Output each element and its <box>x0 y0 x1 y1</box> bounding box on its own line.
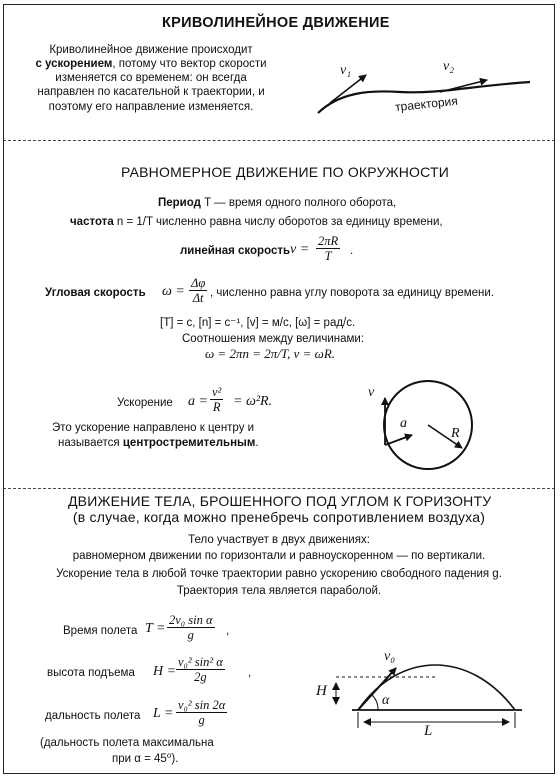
formula-acceleration-lhs: a = <box>188 394 208 409</box>
formula-relations: ω = 2πn = 2π/T, v = ωR. <box>205 346 336 361</box>
punct: , <box>248 667 252 679</box>
formula-acceleration-rhs: = ω²R. <box>233 394 273 409</box>
formula-angular-speed-lhs: ω = <box>162 284 185 299</box>
formula-linear-speed-lhs: v = <box>290 242 310 257</box>
text-units: [T] = с, [n] = с⁻¹, [v] = м/с, [ω] = рад/с. <box>160 317 356 329</box>
text-range-label: дальность полета <box>45 710 141 722</box>
section-subtitle-projectile: (в случае, когда можно пренебречь сопротивлением воздуха) <box>72 509 486 525</box>
text-acceleration-note: Это ускорение направлено к центру и <box>52 422 255 434</box>
text-line: с ускорением, потому что вектор скорости <box>35 58 267 70</box>
label-v0: v₀ <box>384 649 396 664</box>
formula-flight-time-lhs: T = <box>145 621 166 636</box>
text-line: поэтому его направление изменяется. <box>48 101 254 113</box>
text-line: равномерном движении по горизонтали и равноускоренном — по вертикали. <box>72 550 486 562</box>
text-line: Криволинейное движение происходит <box>49 44 253 56</box>
section-title-projectile: ДВИЖЕНИЕ ТЕЛА, БРОШЕННОГО ПОД УГЛОМ К ГОРИЗОНТУ <box>68 493 492 509</box>
text-line: Тело участвует в двух движениях: <box>188 534 370 546</box>
text-line: Траектория тела является параболой. <box>176 585 382 597</box>
formula-angular-speed-frac: $\frac{\Delta\varphi}{\Delta t}$ <box>191 276 206 305</box>
formula-range-frac: $\frac{\text{v₀² sin 2α}}{g}$ <box>178 698 226 727</box>
text-line: Ускорение тела в любой точке траектории равно ускорению свободного падения g. <box>56 568 502 580</box>
text-angular-speed: Угловая скорость <box>45 287 146 299</box>
punct: , <box>226 625 230 637</box>
formula-max-height-lhs: H = <box>153 664 177 679</box>
label-L: L <box>424 723 433 739</box>
text-angular-speed-desc: , численно равна углу поворота за единицу времени. <box>210 287 495 299</box>
angle-arc <box>372 695 378 710</box>
text-relations-title: Соотношения между величинами: <box>182 333 365 345</box>
text-acceleration-note: называется центростремительным. <box>58 437 259 449</box>
formula-linear-speed-frac: $\frac{2\pi R}{T}$ <box>318 234 339 263</box>
formula-acceleration-frac: $\frac{\text{v²}}{R}$ <box>212 385 222 414</box>
text-line: изменяется со временем: он всегда <box>55 72 247 84</box>
label-circle-R: R <box>451 426 460 441</box>
label-alpha: α <box>382 693 390 708</box>
text-note: при α = 45⁰). <box>112 753 179 765</box>
acceleration-vector <box>385 435 412 445</box>
formula-flight-time-frac: $\frac{\text{2v₀ sin α}}{g}$ <box>169 613 213 642</box>
velocity-vector-1 <box>330 75 366 103</box>
text-flight-time-label: Время полета <box>63 625 138 637</box>
label-circle-v: v <box>368 385 375 400</box>
text-line: направлен по касательной к траектории, и <box>37 86 265 98</box>
label-H: H <box>316 683 327 699</box>
section-title-curvilinear: КРИВОЛИНЕЙНОЕ ДВИЖЕНИЕ <box>162 15 390 31</box>
text-acceleration-label: Ускорение <box>117 397 173 409</box>
label-trajectory: траектория <box>394 93 459 115</box>
section-title-circular: РАВНОМЕРНОЕ ДВИЖЕНИЕ ПО ОКРУЖНОСТИ <box>121 164 449 180</box>
formula-max-height-frac: $\frac{\text{v₀² sin² α}}{2g}$ <box>178 655 223 684</box>
text-frequency: частота n = 1/T численно равна числу оборотов за единицу времени, <box>70 216 443 228</box>
text-period: Период T — время одного полного оборота, <box>158 197 397 209</box>
text-note: (дальность полета максимальна <box>40 737 214 749</box>
label-circle-a: a <box>400 416 407 431</box>
text-max-height-label: высота подъема <box>47 667 135 679</box>
label-v2: v₂ <box>443 59 455 74</box>
text-linear-speed: линейная скорость <box>180 245 291 257</box>
formula-range-lhs: L = <box>153 706 174 721</box>
label-v1: v₁ <box>340 63 352 78</box>
punct: . <box>350 245 354 257</box>
